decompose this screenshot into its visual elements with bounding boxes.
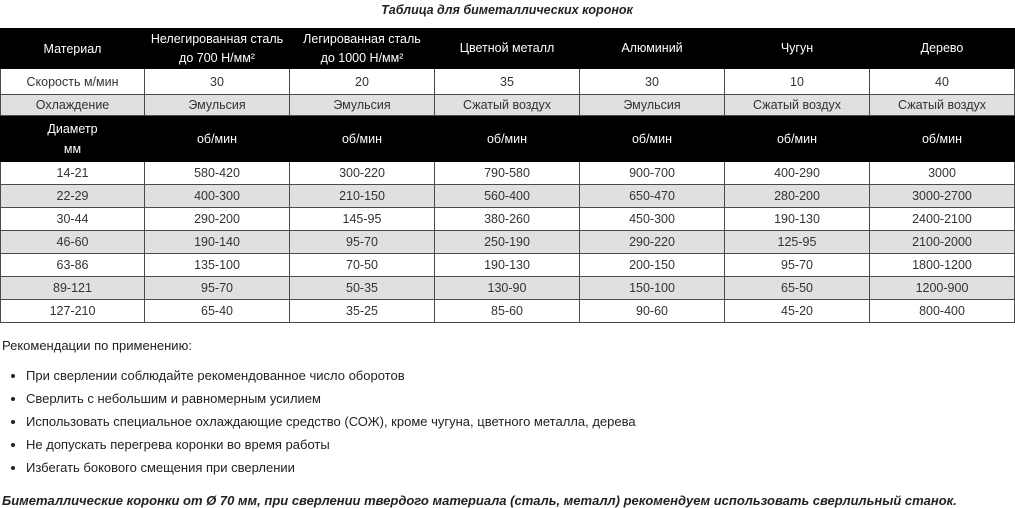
rpm-cell: 790-580 bbox=[435, 162, 580, 185]
rpm-cell: 70-50 bbox=[290, 254, 435, 277]
rpm-cell: 3000-2700 bbox=[870, 185, 1015, 208]
rpm-cell: 3000 bbox=[870, 162, 1015, 185]
rpm-cell: 290-220 bbox=[580, 231, 725, 254]
speed-value: 10 bbox=[725, 69, 870, 95]
column-title-line1: Легированная сталь bbox=[303, 31, 421, 46]
table-row bbox=[1, 300, 1015, 323]
speed-row-label: Скорость м/мин bbox=[1, 69, 145, 95]
diameter-cell: 14-21 bbox=[1, 162, 145, 185]
rpm-cell: 650-470 bbox=[580, 185, 725, 208]
cooling-value: Эмульсия bbox=[290, 95, 435, 116]
rpm-cell: 300-220 bbox=[290, 162, 435, 185]
cooling-row bbox=[1, 95, 1015, 116]
table-row bbox=[1, 162, 1015, 185]
diameter-cell: 89-121 bbox=[1, 277, 145, 300]
rpm-cell: 200-150 bbox=[580, 254, 725, 277]
list-item: • Использовать специальное охлаждающие средство (СОЖ), кроме чугуна, цветного металла, дерева bbox=[26, 414, 1014, 429]
speed-row bbox=[1, 69, 1015, 95]
rpm-cell: 210-150 bbox=[290, 185, 435, 208]
rpm-cell: 125-95 bbox=[725, 231, 870, 254]
diameter-cell: 46-60 bbox=[1, 231, 145, 254]
cooling-value: Сжатый воздух bbox=[725, 95, 870, 116]
cooling-value: Эмульсия bbox=[145, 95, 290, 116]
rpm-cell: 560-400 bbox=[435, 185, 580, 208]
table-row bbox=[1, 277, 1015, 300]
column-title-line1: Чугун bbox=[780, 41, 814, 55]
rpm-cell: 250-190 bbox=[435, 231, 580, 254]
list-item: • Сверлить с небольшим и равномерным усилием bbox=[26, 391, 1014, 406]
diameter-header-line1: Диаметр bbox=[47, 121, 98, 136]
rpm-cell: 95-70 bbox=[290, 231, 435, 254]
rpm-unit-cell: об/мин bbox=[435, 116, 580, 162]
rpm-cell: 2100-2000 bbox=[870, 231, 1015, 254]
table-row bbox=[1, 185, 1015, 208]
rpm-cell: 800-400 bbox=[870, 300, 1015, 323]
rpm-unit-cell: об/мин bbox=[290, 116, 435, 162]
rpm-cell: 65-50 bbox=[725, 277, 870, 300]
header-cell-material: Материал bbox=[1, 29, 145, 69]
cooling-value: Эмульсия bbox=[580, 95, 725, 116]
material-header-row bbox=[1, 29, 1015, 69]
recommendations-list bbox=[26, 368, 1014, 475]
rpm-cell: 130-90 bbox=[435, 277, 580, 300]
rpm-cell: 50-35 bbox=[290, 277, 435, 300]
rpm-cell: 580-420 bbox=[145, 162, 290, 185]
column-title-line1: Цветной металл bbox=[459, 41, 555, 55]
rpm-header-row bbox=[1, 116, 1015, 162]
rpm-unit-cell: об/мин bbox=[580, 116, 725, 162]
cooling-value: Сжатый воздух bbox=[435, 95, 580, 116]
column-title-line1: Алюминий bbox=[621, 41, 683, 55]
diameter-header-line2: мм bbox=[63, 141, 82, 156]
speed-value: 30 bbox=[145, 69, 290, 95]
rpm-cell: 190-140 bbox=[145, 231, 290, 254]
cooling-row-label: Охлаждение bbox=[1, 95, 145, 116]
rpm-cell: 2400-2100 bbox=[870, 208, 1015, 231]
rpm-cell: 380-260 bbox=[435, 208, 580, 231]
diameter-cell: 127-210 bbox=[1, 300, 145, 323]
rpm-cell: 400-290 bbox=[725, 162, 870, 185]
rpm-cell: 1800-1200 bbox=[870, 254, 1015, 277]
rpm-cell: 400-300 bbox=[145, 185, 290, 208]
rpm-cell: 150-100 bbox=[580, 277, 725, 300]
rpm-cell: 280-200 bbox=[725, 185, 870, 208]
rpm-cell: 290-200 bbox=[145, 208, 290, 231]
rpm-unit-cell: об/мин bbox=[870, 116, 1015, 162]
table-row bbox=[1, 208, 1015, 231]
column-title-line2: до 700 Н/мм² bbox=[179, 50, 255, 65]
header-cell-aluminium bbox=[580, 29, 725, 69]
rpm-cell: 900-700 bbox=[580, 162, 725, 185]
cooling-value: Сжатый воздух bbox=[870, 95, 1015, 116]
rpm-cell: 85-60 bbox=[435, 300, 580, 323]
list-item: • При сверлении соблюдайте рекомендованное число оборотов bbox=[26, 368, 1014, 383]
header-cell-unalloyed-steel bbox=[145, 29, 290, 69]
header-cell-wood bbox=[870, 29, 1015, 69]
rpm-cell: 190-130 bbox=[725, 208, 870, 231]
rpm-cell: 1200-900 bbox=[870, 277, 1015, 300]
table-row bbox=[1, 254, 1015, 277]
diameter-cell: 22-29 bbox=[1, 185, 145, 208]
rpm-cell: 95-70 bbox=[145, 277, 290, 300]
page-title: Таблица для биметаллических коронок bbox=[381, 3, 633, 17]
header-cell-nonferrous bbox=[435, 29, 580, 69]
rpm-unit-cell: об/мин bbox=[145, 116, 290, 162]
rpm-cell: 90-60 bbox=[580, 300, 725, 323]
column-title-line2: до 1000 Н/мм² bbox=[320, 50, 404, 65]
list-item: • Не допускать перегрева коронки во время работы bbox=[26, 437, 1014, 452]
speed-value: 35 bbox=[435, 69, 580, 95]
diameter-cell: 30-44 bbox=[1, 208, 145, 231]
rpm-cell: 95-70 bbox=[725, 254, 870, 277]
rpm-cell: 145-95 bbox=[290, 208, 435, 231]
column-title-line1: Нелегированная сталь bbox=[150, 31, 284, 46]
header-cell-cast-iron bbox=[725, 29, 870, 69]
diameter-header-cell bbox=[1, 116, 145, 162]
recommendations-heading: Рекомендации по применению: bbox=[2, 338, 192, 353]
speed-value: 30 bbox=[580, 69, 725, 95]
footer-note: Биметаллические коронки от Ø 70 мм, при сверлении твердого материала (сталь, металл) рекомендуем использовать сверлильный станок. bbox=[2, 493, 957, 508]
speed-value: 20 bbox=[290, 69, 435, 95]
crown-speeds-table bbox=[0, 28, 1015, 323]
diameter-cell: 63-86 bbox=[1, 254, 145, 277]
rpm-unit-cell: об/мин bbox=[725, 116, 870, 162]
rpm-cell: 190-130 bbox=[435, 254, 580, 277]
rpm-cell: 135-100 bbox=[145, 254, 290, 277]
rpm-cell: 65-40 bbox=[145, 300, 290, 323]
speed-value: 40 bbox=[870, 69, 1015, 95]
table-row bbox=[1, 231, 1015, 254]
rpm-cell: 450-300 bbox=[580, 208, 725, 231]
header-cell-alloyed-steel bbox=[290, 29, 435, 69]
rpm-cell: 35-25 bbox=[290, 300, 435, 323]
rpm-cell: 45-20 bbox=[725, 300, 870, 323]
column-title-line1: Дерево bbox=[920, 41, 964, 55]
list-item: • Избегать бокового смещения при сверлении bbox=[26, 460, 1014, 475]
